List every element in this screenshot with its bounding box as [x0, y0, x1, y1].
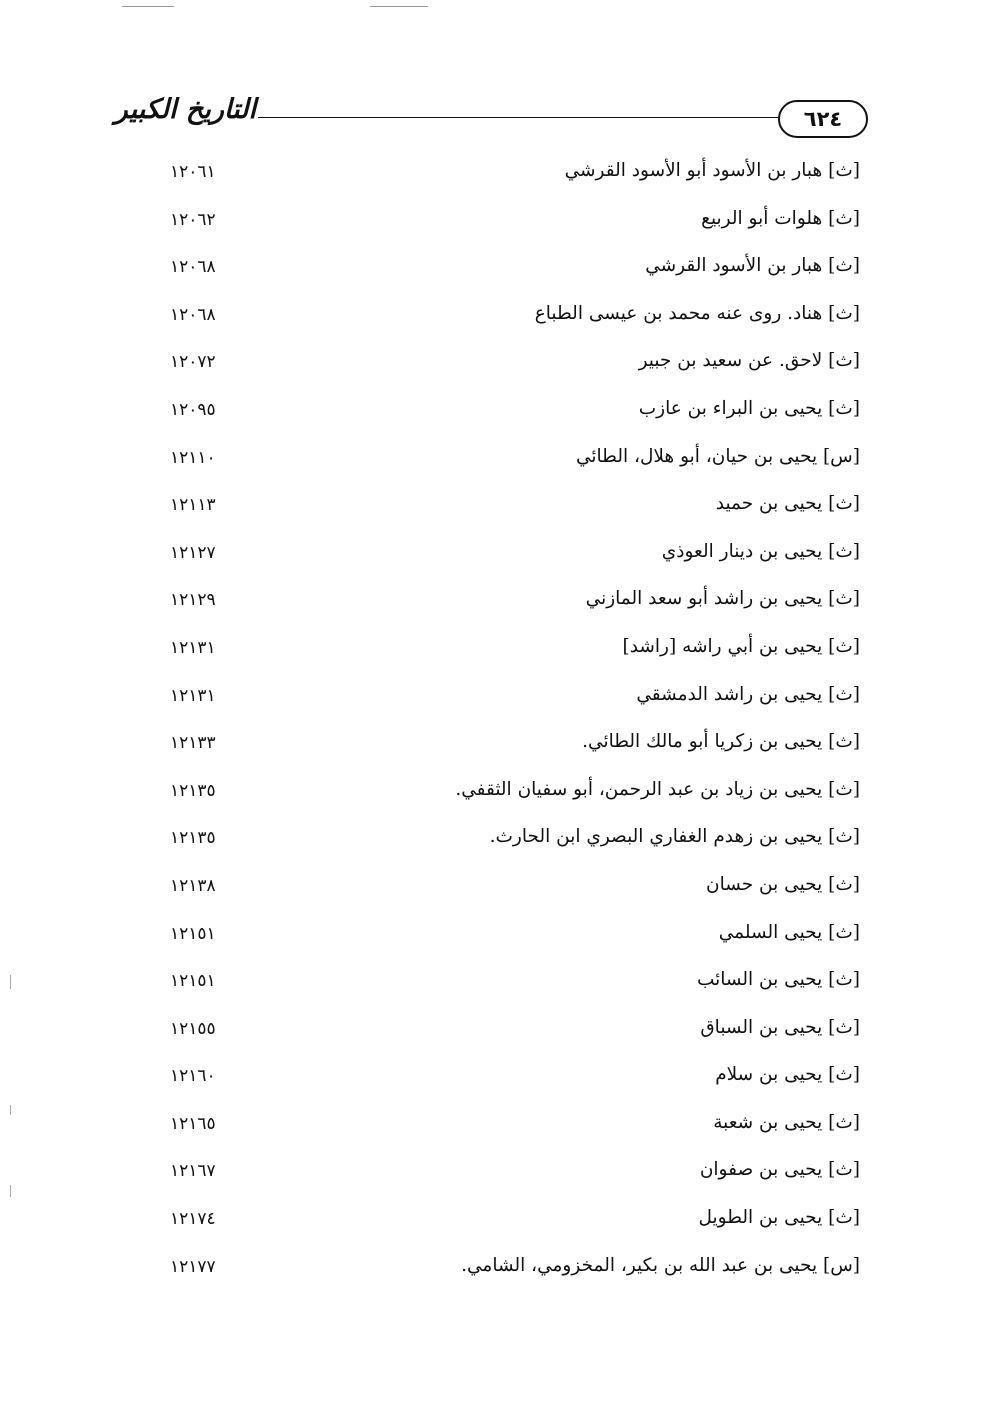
margin-mark	[10, 1185, 11, 1197]
entry-number: ١٢٠٩٥	[170, 399, 216, 420]
entry-text: [ث] يحيى بن حسان	[706, 873, 860, 895]
entry-number: ١٢٠٧٢	[170, 352, 216, 373]
entries-list	[170, 152, 860, 1294]
entry-number: ١٢٠٦٨	[170, 257, 216, 278]
entry-number: ١٢١١٣	[170, 495, 216, 516]
list-item	[170, 438, 860, 486]
list-item	[170, 1009, 860, 1057]
entry-text: [ث] يحيى بن سلام	[715, 1064, 860, 1086]
list-item	[170, 485, 860, 533]
list-item	[170, 771, 860, 819]
margin-mark	[10, 975, 11, 989]
margin-mark	[10, 1105, 11, 1115]
scan-artifact-line	[122, 6, 174, 7]
entry-text: [ث] يحيى بن شعبة	[713, 1111, 860, 1133]
entry-number: ١٢١٣٣	[170, 733, 216, 754]
entry-number: ١٢١٣١	[170, 685, 216, 706]
entry-text: [ث] يحيى بن أبي راشه [راشد]	[622, 635, 860, 657]
entry-text: [ث] يحيى بن حميد	[715, 493, 860, 515]
entry-text: [ث] هبار بن الأسود أبو الأسود القرشي	[564, 160, 860, 181]
entry-number: ١٢١٢٩	[170, 590, 216, 611]
page-header	[114, 92, 868, 140]
entry-number: ١٢١٥١	[170, 923, 216, 944]
list-item	[170, 295, 860, 343]
entry-number: ١٢١٣٨	[170, 875, 216, 896]
entry-text: [ث] يحيى بن زياد بن عبد الرحمن، أبو سفيان الثقفي.	[455, 778, 860, 800]
entry-text: [س] يحيى بن حيان، أبو هلال، الطائي	[575, 445, 860, 467]
entry-text: [ث] يحيى بن الطويل	[698, 1207, 860, 1229]
entry-number: ١٢١٧٧	[170, 1256, 216, 1277]
page-number: ٦٢٤	[778, 100, 868, 138]
list-item	[170, 1104, 860, 1152]
entry-number: ١٢١٧٤	[170, 1209, 216, 1230]
entry-text: [ث] يحيى بن البراء بن عازب	[638, 397, 860, 419]
list-item	[170, 247, 860, 295]
entry-number: ١٢٠٦١	[170, 162, 216, 182]
list-item	[170, 152, 860, 200]
entry-number: ١٢١٢٧	[170, 542, 216, 563]
entry-number: ١٢١٥١	[170, 971, 216, 992]
entry-text: [ث] يحيى بن زكريا أبو مالك الطائي.	[582, 731, 860, 753]
list-item	[170, 723, 860, 771]
entry-text: [ث] يحيى بن زهدم الغفاري البصري ابن الحارث.	[489, 826, 860, 848]
entry-text: [ث] يحيى بن السباق	[700, 1016, 860, 1038]
entry-text: [ث] يحيى بن دينار العوذي	[661, 540, 860, 562]
entry-text: [ث] يحيى بن راشد الدمشقي	[636, 683, 860, 705]
entry-text: [ث] هناد. روى عنه محمد بن عيسى الطباع	[534, 302, 860, 324]
list-item	[170, 866, 860, 914]
entry-text: [ث] هبار بن الأسود القرشي	[645, 255, 860, 277]
entry-number: ١٢١٣٥	[170, 828, 216, 849]
book-title: التاريخ الكبير	[114, 94, 256, 125]
list-item	[170, 914, 860, 962]
header-rule	[258, 117, 778, 118]
list-item	[170, 818, 860, 866]
entry-text: [ث] يحيى السلمي	[718, 921, 860, 943]
list-item	[170, 628, 860, 676]
list-item	[170, 1151, 860, 1199]
list-item	[170, 390, 860, 438]
scan-artifact-line	[370, 6, 428, 7]
list-item	[170, 580, 860, 628]
list-item	[170, 342, 860, 390]
entry-text: [ث] يحيى بن صفوان	[699, 1159, 860, 1181]
list-item	[170, 1247, 860, 1295]
list-item	[170, 1199, 860, 1247]
list-item	[170, 961, 860, 1009]
list-item	[170, 1056, 860, 1104]
entry-text: [ث] يحيى بن السائب	[696, 969, 860, 991]
entry-text: [ث] يحيى بن راشد أبو سعد المازني	[585, 588, 860, 610]
entry-text: [س] يحيى بن عبد الله بن بكير، المخزومي، الشامي.	[461, 1254, 860, 1276]
entry-number: ١٢١٦٠	[170, 1066, 216, 1087]
entry-number: ١٢١١٠	[170, 447, 216, 468]
entry-number: ١٢٠٦٨	[170, 304, 216, 325]
list-item	[170, 200, 860, 248]
list-item	[170, 676, 860, 724]
entry-number: ١٢١٣٥	[170, 780, 216, 801]
entry-text: [ث] لاحق. عن سعيد بن جبير	[638, 350, 860, 372]
entry-number: ١٢١٦٥	[170, 1113, 216, 1134]
list-item	[170, 533, 860, 581]
entry-text: [ث] هلوات أبو الربيع	[701, 207, 860, 229]
entry-number: ١٢٠٦٢	[170, 209, 216, 230]
entry-number: ١٢١٦٧	[170, 1161, 216, 1182]
entry-number: ١٢١٣١	[170, 637, 216, 658]
entry-number: ١٢١٥٥	[170, 1018, 216, 1039]
